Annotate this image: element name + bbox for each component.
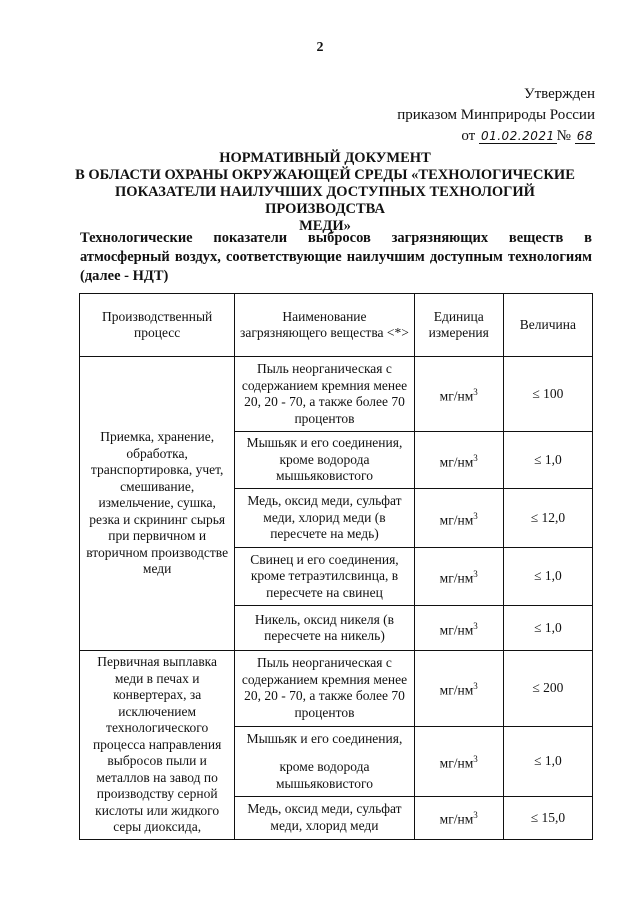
- unit-exponent: 3: [473, 680, 478, 691]
- unit-cell: [414, 606, 503, 651]
- unit-text: мг/нм: [439, 755, 474, 771]
- unit-cell: [414, 797, 503, 839]
- substance-cell: Никель, оксид никеля (в пересчете на никель): [235, 606, 414, 651]
- unit-cell: [414, 651, 503, 727]
- unit-text: мг/нм: [439, 454, 474, 469]
- approval-number: 68: [576, 129, 593, 143]
- unit-exponent: 3: [473, 386, 478, 397]
- unit-cell: [414, 548, 503, 606]
- unit-text: мг/нм: [439, 682, 474, 698]
- unit-text: мг/нм: [439, 512, 474, 527]
- header-process: Производственный процесс: [80, 294, 235, 357]
- unit-cell: [414, 357, 503, 432]
- approval-line-order: приказом Минприроды России: [397, 107, 595, 123]
- unit-text: мг/нм: [439, 570, 474, 586]
- unit-exponent: 3: [473, 569, 478, 579]
- header-unit: Единица измерения: [414, 294, 503, 357]
- unit-exponent: 3: [473, 620, 478, 631]
- header-value: Величина: [503, 294, 592, 357]
- approval-line-approved: Утвержден: [523, 86, 595, 102]
- title-line-4: МЕДИ»: [299, 218, 351, 234]
- unit-text: мг/нм: [439, 811, 474, 827]
- substance-cell: [235, 726, 414, 797]
- unit-cell: [414, 489, 503, 548]
- approval-number-label: №: [556, 128, 571, 144]
- document-title: [60, 150, 590, 235]
- substance-cell: Медь, оксид меди, сульфат меди, хлорид меди (в пересчете на медь): [235, 489, 414, 548]
- approval-date: 01.02.2021: [480, 129, 555, 143]
- unit-exponent: 3: [473, 753, 478, 764]
- intro-paragraph: Технологические показатели выбросов загрязняющих веществ в атмосферный воздух, соответствующие наилучшим доступным технологиям (далее - НДТ): [80, 230, 592, 284]
- substance-cell: Свинец и его соединения, кроме тетраэтилсвинца, в пересчете на свинец: [235, 548, 414, 606]
- substance-line-2: кроме водорода мышьяковистого: [275, 759, 373, 791]
- table-row: [80, 357, 593, 432]
- unit-text: мг/нм: [439, 388, 474, 403]
- title-line-3: ПОКАЗАТЕЛИ НАИЛУЧШИХ ДОСТУПНЫХ ТЕХНОЛОГИЙ ПРОИЗВОДСТВА: [115, 184, 535, 217]
- unit-exponent: 3: [473, 510, 478, 521]
- substance-cell: Медь, оксид меди, сульфат меди, хлорид меди: [235, 797, 414, 839]
- process-cell: Приемка, хранение, обработка, транспортировка, учет, смешивание, измельчение, сушка, резка и скрининг сырья при первичном и вторичном производстве меди: [80, 357, 235, 651]
- page-number: 2: [316, 40, 324, 55]
- unit-text: мг/нм: [439, 622, 474, 637]
- substance-cell: Пыль неорганическая с содержанием кремния менее 20, 20 - 70, а также более 70 процентов: [235, 651, 414, 727]
- emissions-table: [79, 293, 593, 840]
- approval-block: [397, 84, 595, 147]
- unit-exponent: 3: [473, 810, 478, 821]
- title-line-1: НОРМАТИВНЫЙ ДОКУМЕНТ: [219, 150, 431, 166]
- unit-cell: [414, 726, 503, 797]
- value-cell: ≤ 1,0: [503, 726, 592, 797]
- value-cell: ≤ 1,0: [503, 606, 592, 651]
- unit-exponent: 3: [473, 452, 478, 463]
- value-cell: ≤ 12,0: [503, 489, 592, 548]
- approval-from-label: от: [461, 128, 476, 144]
- process-cell: Первичная выплавка меди в печах и конвертерах, за исключением технологического процесса направления выбросов пыли и металлов на завод по производству серной кислоты или жидкого серы диоксида,: [80, 651, 235, 840]
- value-cell: ≤ 100: [503, 357, 592, 432]
- value-cell: ≤ 1,0: [503, 548, 592, 606]
- table-header-row: [80, 294, 593, 357]
- value-cell: ≤ 1,0: [503, 432, 592, 489]
- approval-line-date: [397, 126, 595, 147]
- substance-cell: Пыль неорганическая с содержанием кремния менее 20, 20 - 70, а также более 70 процентов: [235, 357, 414, 432]
- table-row: [80, 651, 593, 727]
- value-cell: ≤ 200: [503, 651, 592, 727]
- value-cell: ≤ 15,0: [503, 797, 592, 839]
- header-substance: Наименование загрязняющего вещества <*>: [235, 294, 414, 357]
- title-line-2: В ОБЛАСТИ ОХРАНЫ ОКРУЖАЮЩЕЙ СРЕДЫ «ТЕХНОЛОГИЧЕСКИЕ: [75, 167, 575, 183]
- unit-cell: [414, 432, 503, 489]
- substance-line-1: Мышьяк и его соединения,: [246, 730, 403, 746]
- substance-cell: Мышьяк и его соединения, кроме водорода мышьяковистого: [235, 432, 414, 489]
